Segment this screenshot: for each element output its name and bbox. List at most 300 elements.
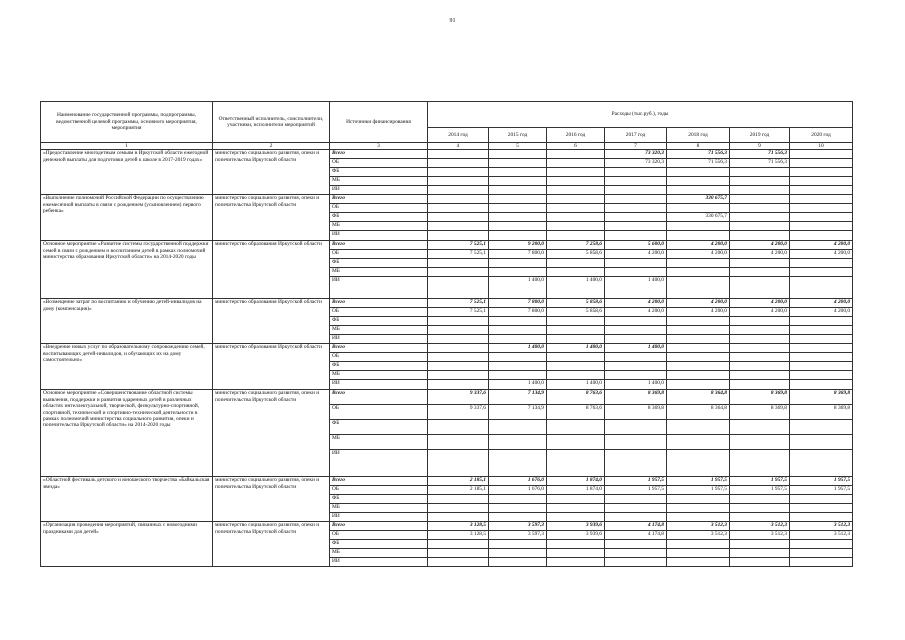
amount-cell bbox=[547, 549, 605, 558]
amount-cell: 71 556,3 bbox=[730, 150, 790, 159]
amount-cell bbox=[605, 317, 667, 326]
amount-cell: 330 675,7 bbox=[667, 195, 730, 204]
amount-cell bbox=[547, 540, 605, 549]
funding-source: ИИ bbox=[330, 380, 428, 390]
amount-cell bbox=[730, 435, 790, 450]
amount-cell bbox=[790, 435, 853, 450]
amount-cell bbox=[428, 317, 489, 326]
amount-cell bbox=[605, 371, 667, 380]
amount-cell bbox=[730, 168, 790, 177]
amount-cell: 71 556,3 bbox=[667, 159, 730, 168]
amount-cell: 7 525,1 bbox=[428, 308, 489, 317]
amount-cell bbox=[667, 420, 730, 435]
amount-cell bbox=[790, 362, 853, 371]
table-row bbox=[41, 241, 853, 250]
amount-cell: 1 400,0 bbox=[605, 344, 667, 353]
amount-cell bbox=[790, 195, 853, 204]
amount-cell bbox=[667, 268, 730, 277]
amount-cell bbox=[730, 335, 790, 344]
executor: министерство социального развития, опеки и попечительства Иркутской области bbox=[213, 390, 330, 477]
amount-cell: 7 800,0 bbox=[489, 308, 547, 317]
funding-source: Всего bbox=[330, 299, 428, 308]
header-year: 2019 год bbox=[730, 128, 790, 143]
amount-cell: 9 200,0 bbox=[489, 241, 547, 250]
amount-cell bbox=[605, 195, 667, 204]
amount-cell bbox=[428, 495, 489, 504]
amount-cell bbox=[547, 204, 605, 213]
measure-name: Основное мероприятие «Развитие системы государственной поддержки семей в связи с рождением и воспитанием детей в рамках полномочий министерства образования Иркутской области» на 2014-2020 годы bbox=[41, 241, 213, 299]
amount-cell bbox=[605, 435, 667, 450]
amount-cell: 8 364,8 bbox=[667, 405, 730, 420]
amount-cell bbox=[790, 277, 853, 299]
amount-cell bbox=[547, 222, 605, 231]
amount-cell bbox=[489, 558, 547, 567]
amount-cell bbox=[489, 213, 547, 222]
amount-cell bbox=[428, 213, 489, 222]
executor: министерство социального развития, опеки и попечительства Иркутской области bbox=[213, 195, 330, 241]
funding-source: ИИ bbox=[330, 513, 428, 522]
funding-source: МБ bbox=[330, 222, 428, 231]
amount-cell bbox=[667, 344, 730, 353]
funding-source: МБ bbox=[330, 371, 428, 380]
column-index: 2 bbox=[213, 143, 330, 150]
amount-cell: 4 200,0 bbox=[790, 250, 853, 259]
amount-cell bbox=[547, 450, 605, 477]
amount-cell bbox=[667, 513, 730, 522]
amount-cell: 3 512,3 bbox=[790, 522, 853, 531]
amount-cell bbox=[489, 317, 547, 326]
amount-cell: 4 200,0 bbox=[605, 250, 667, 259]
header-name: Наименование государственной программы, подпрограммы, ведомственной целевой программы, основного мероприятия, мероприятия bbox=[41, 102, 213, 143]
amount-cell: 1 957,5 bbox=[605, 477, 667, 486]
amount-cell bbox=[790, 344, 853, 353]
amount-cell bbox=[790, 504, 853, 513]
amount-cell bbox=[547, 317, 605, 326]
amount-cell: 1 957,5 bbox=[667, 477, 730, 486]
amount-cell bbox=[428, 335, 489, 344]
amount-cell: 5 600,0 bbox=[605, 241, 667, 250]
amount-cell bbox=[730, 326, 790, 335]
amount-cell bbox=[730, 513, 790, 522]
amount-cell: 8 763,6 bbox=[547, 405, 605, 420]
amount-cell bbox=[547, 195, 605, 204]
amount-cell bbox=[428, 150, 489, 159]
amount-cell: 1 400,0 bbox=[547, 277, 605, 299]
amount-cell: 8 369,8 bbox=[790, 390, 853, 405]
amount-cell: 3 939,6 bbox=[547, 522, 605, 531]
amount-cell bbox=[667, 231, 730, 241]
amount-cell bbox=[790, 231, 853, 241]
amount-cell bbox=[790, 540, 853, 549]
measure-name: «Возмещение затрат по воспитанию и обучению детей-инвалидов на дому (компенсация)» bbox=[41, 299, 213, 344]
amount-cell bbox=[547, 513, 605, 522]
amount-cell bbox=[547, 371, 605, 380]
amount-cell bbox=[489, 450, 547, 477]
financing-table bbox=[40, 101, 853, 567]
amount-cell bbox=[489, 326, 547, 335]
amount-cell bbox=[428, 344, 489, 353]
amount-cell bbox=[489, 549, 547, 558]
table-row bbox=[41, 522, 853, 531]
amount-cell: 4 200,0 bbox=[730, 299, 790, 308]
executor: министерство социального развития, опеки и попечительства Иркутской области bbox=[213, 477, 330, 522]
funding-source: Всего bbox=[330, 477, 428, 486]
amount-cell bbox=[547, 168, 605, 177]
amount-cell: 5 858,6 bbox=[547, 250, 605, 259]
funding-source: ФБ bbox=[330, 495, 428, 504]
amount-cell bbox=[605, 177, 667, 186]
amount-cell bbox=[790, 168, 853, 177]
amount-cell bbox=[547, 435, 605, 450]
amount-cell: 4 200,0 bbox=[790, 308, 853, 317]
amount-cell bbox=[489, 186, 547, 195]
amount-cell bbox=[730, 259, 790, 268]
amount-cell bbox=[428, 380, 489, 390]
amount-cell bbox=[489, 231, 547, 241]
amount-cell bbox=[547, 177, 605, 186]
amount-cell bbox=[428, 504, 489, 513]
amount-cell bbox=[605, 540, 667, 549]
amount-cell: 1 874,0 bbox=[547, 486, 605, 495]
amount-cell: 1 400,0 bbox=[489, 380, 547, 390]
amount-cell: 4 200,0 bbox=[605, 308, 667, 317]
amount-cell bbox=[790, 213, 853, 222]
measure-name: «Предоставление многодетным семьям в Иркутской области ежегодной денежной выплаты для подготовки детей к школе в 2017-2019 годах» bbox=[41, 150, 213, 195]
amount-cell bbox=[547, 213, 605, 222]
amount-cell bbox=[547, 353, 605, 362]
amount-cell: 71 556,3 bbox=[667, 150, 730, 159]
amount-cell bbox=[605, 186, 667, 195]
amount-cell bbox=[730, 268, 790, 277]
amount-cell: 7 525,1 bbox=[428, 299, 489, 308]
amount-cell: 7 525,1 bbox=[428, 250, 489, 259]
amount-cell bbox=[730, 450, 790, 477]
amount-cell bbox=[547, 495, 605, 504]
amount-cell bbox=[790, 159, 853, 168]
amount-cell bbox=[605, 213, 667, 222]
amount-cell bbox=[489, 420, 547, 435]
funding-source: МБ bbox=[330, 268, 428, 277]
amount-cell: 3 512,3 bbox=[730, 531, 790, 540]
amount-cell: 8 369,8 bbox=[730, 390, 790, 405]
amount-cell bbox=[428, 540, 489, 549]
funding-source: ИИ bbox=[330, 450, 428, 477]
amount-cell bbox=[428, 168, 489, 177]
header-executor: Ответственный исполнитель, соисполнители, участники, исполнители мероприятий bbox=[213, 102, 330, 143]
amount-cell: 8 369,8 bbox=[730, 405, 790, 420]
amount-cell: 3 512,3 bbox=[667, 522, 730, 531]
funding-source: ИИ bbox=[330, 231, 428, 241]
amount-cell bbox=[489, 195, 547, 204]
amount-cell bbox=[667, 371, 730, 380]
amount-cell: 4 200,0 bbox=[605, 299, 667, 308]
amount-cell bbox=[790, 326, 853, 335]
amount-cell bbox=[790, 420, 853, 435]
funding-source: Всего bbox=[330, 522, 428, 531]
amount-cell bbox=[790, 513, 853, 522]
amount-cell: 8 763,6 bbox=[547, 390, 605, 405]
funding-source: ФБ bbox=[330, 362, 428, 371]
header-year: 2016 год bbox=[547, 128, 605, 143]
document-table-area bbox=[40, 101, 852, 567]
funding-source: ФБ bbox=[330, 420, 428, 435]
amount-cell bbox=[730, 495, 790, 504]
amount-cell: 4 200,0 bbox=[667, 250, 730, 259]
column-index: 7 bbox=[605, 143, 667, 150]
amount-cell bbox=[605, 231, 667, 241]
amount-cell: 8 369,8 bbox=[605, 405, 667, 420]
column-index: 4 bbox=[428, 143, 489, 150]
amount-cell bbox=[730, 362, 790, 371]
amount-cell bbox=[428, 231, 489, 241]
amount-cell bbox=[428, 435, 489, 450]
amount-cell: 71 556,3 bbox=[730, 159, 790, 168]
amount-cell: 1 957,5 bbox=[730, 486, 790, 495]
amount-cell bbox=[605, 259, 667, 268]
funding-source: МБ bbox=[330, 435, 428, 450]
amount-cell bbox=[489, 504, 547, 513]
amount-cell bbox=[605, 504, 667, 513]
amount-cell: 8 364,8 bbox=[667, 390, 730, 405]
amount-cell bbox=[489, 495, 547, 504]
amount-cell bbox=[730, 344, 790, 353]
amount-cell bbox=[667, 380, 730, 390]
executor: министерство образования Иркутской области bbox=[213, 299, 330, 344]
amount-cell bbox=[547, 420, 605, 435]
funding-source: ФБ bbox=[330, 259, 428, 268]
amount-cell bbox=[667, 277, 730, 299]
funding-source: ИИ bbox=[330, 277, 428, 299]
amount-cell bbox=[489, 150, 547, 159]
amount-cell: 4 174,8 bbox=[605, 531, 667, 540]
amount-cell bbox=[428, 268, 489, 277]
amount-cell bbox=[730, 371, 790, 380]
amount-cell bbox=[730, 317, 790, 326]
amount-cell bbox=[790, 150, 853, 159]
amount-cell: 1 676,0 bbox=[489, 486, 547, 495]
amount-cell: 3 512,3 bbox=[667, 531, 730, 540]
amount-cell bbox=[428, 371, 489, 380]
amount-cell: 4 200,0 bbox=[667, 308, 730, 317]
header-year: 2014 год bbox=[428, 128, 489, 143]
table-row bbox=[41, 344, 853, 353]
amount-cell bbox=[605, 362, 667, 371]
amount-cell bbox=[790, 259, 853, 268]
amount-cell bbox=[605, 326, 667, 335]
amount-cell bbox=[730, 540, 790, 549]
amount-cell bbox=[605, 353, 667, 362]
funding-source: ОБ bbox=[330, 308, 428, 317]
header-year: 2020 год bbox=[790, 128, 853, 143]
funding-source: МБ bbox=[330, 549, 428, 558]
amount-cell bbox=[428, 450, 489, 477]
funding-source: ОБ bbox=[330, 531, 428, 540]
amount-cell: 7 134,9 bbox=[489, 390, 547, 405]
amount-cell bbox=[428, 420, 489, 435]
funding-source: МБ bbox=[330, 177, 428, 186]
amount-cell: 4 200,0 bbox=[790, 241, 853, 250]
amount-cell bbox=[547, 159, 605, 168]
amount-cell: 1 676,0 bbox=[489, 477, 547, 486]
amount-cell bbox=[667, 450, 730, 477]
amount-cell: 7 525,1 bbox=[428, 241, 489, 250]
table-row bbox=[41, 299, 853, 308]
column-index: 3 bbox=[330, 143, 428, 150]
amount-cell bbox=[605, 222, 667, 231]
amount-cell bbox=[730, 195, 790, 204]
column-index: 9 bbox=[730, 143, 790, 150]
amount-cell bbox=[605, 268, 667, 277]
amount-cell: 4 200,0 bbox=[730, 250, 790, 259]
amount-cell: 9 337,6 bbox=[428, 405, 489, 420]
amount-cell bbox=[667, 326, 730, 335]
amount-cell bbox=[428, 513, 489, 522]
amount-cell bbox=[428, 195, 489, 204]
amount-cell bbox=[790, 353, 853, 362]
funding-source: ОБ bbox=[330, 159, 428, 168]
amount-cell bbox=[667, 317, 730, 326]
amount-cell bbox=[667, 335, 730, 344]
executor: министерство образования Иркутской области bbox=[213, 241, 330, 299]
amount-cell: 1 400,0 bbox=[489, 277, 547, 299]
measure-name: «Внедрение новых услуг по образовательному сопровождению семей, воспитывающих детей-инвалидов, и обучающих их на дому самостоятельно» bbox=[41, 344, 213, 390]
amount-cell bbox=[605, 549, 667, 558]
amount-cell: 1 400,0 bbox=[547, 344, 605, 353]
amount-cell bbox=[489, 204, 547, 213]
amount-cell bbox=[667, 177, 730, 186]
funding-source: ФБ bbox=[330, 317, 428, 326]
amount-cell bbox=[790, 186, 853, 195]
amount-cell bbox=[605, 420, 667, 435]
amount-cell bbox=[790, 371, 853, 380]
amount-cell: 1 957,5 bbox=[790, 477, 853, 486]
amount-cell bbox=[730, 222, 790, 231]
amount-cell bbox=[547, 335, 605, 344]
funding-source: ОБ bbox=[330, 353, 428, 362]
column-index: 10 bbox=[790, 143, 853, 150]
amount-cell bbox=[428, 259, 489, 268]
amount-cell bbox=[790, 450, 853, 477]
amount-cell bbox=[790, 549, 853, 558]
amount-cell bbox=[489, 159, 547, 168]
measure-name: «Областной фестиваль детского и юношеского творчества «Байкальская звезда» bbox=[41, 477, 213, 522]
amount-cell bbox=[667, 204, 730, 213]
amount-cell: 1 400,0 bbox=[489, 344, 547, 353]
amount-cell: 4 200,0 bbox=[667, 299, 730, 308]
amount-cell bbox=[428, 186, 489, 195]
funding-source: ОБ bbox=[330, 405, 428, 420]
amount-cell: 73 320,3 bbox=[605, 150, 667, 159]
amount-cell bbox=[605, 168, 667, 177]
header-year: 2017 год bbox=[605, 128, 667, 143]
executor: министерство социального развития, опеки и попечительства Иркутской области bbox=[213, 150, 330, 195]
amount-cell bbox=[730, 549, 790, 558]
amount-cell bbox=[605, 204, 667, 213]
amount-cell: 7 800,0 bbox=[489, 250, 547, 259]
funding-source: ФБ bbox=[330, 168, 428, 177]
amount-cell bbox=[730, 213, 790, 222]
column-index: 1 bbox=[41, 143, 213, 150]
amount-cell bbox=[489, 353, 547, 362]
amount-cell bbox=[730, 277, 790, 299]
amount-cell bbox=[547, 504, 605, 513]
amount-cell bbox=[489, 259, 547, 268]
funding-source: МБ bbox=[330, 326, 428, 335]
amount-cell bbox=[547, 558, 605, 567]
table-row bbox=[41, 150, 853, 159]
amount-cell bbox=[547, 268, 605, 277]
measure-name: Основное мероприятие «Совершенствование областной системы выявления, поддержки и развития одаренных детей в различных областях интеллектуальной, творческой, физкультурно-спортивной, спортивной, технической и спортивно-технической деятельности в рамках полномочий министерства социального развития, опеки и попечительства Иркутской области» на 2014-2020 годы bbox=[41, 390, 213, 477]
amount-cell bbox=[667, 362, 730, 371]
amount-cell bbox=[428, 353, 489, 362]
amount-cell bbox=[489, 435, 547, 450]
amount-cell bbox=[547, 231, 605, 241]
amount-cell bbox=[489, 268, 547, 277]
amount-cell bbox=[667, 168, 730, 177]
amount-cell: 2 185,1 bbox=[428, 486, 489, 495]
amount-cell bbox=[730, 558, 790, 567]
amount-cell bbox=[667, 222, 730, 231]
amount-cell bbox=[428, 204, 489, 213]
header-expenses: Расходы (тыс.руб.), годы bbox=[428, 102, 853, 128]
amount-cell bbox=[730, 420, 790, 435]
funding-source: ИИ bbox=[330, 558, 428, 567]
amount-cell: 4 174,8 bbox=[605, 522, 667, 531]
amount-cell: 3 128,5 bbox=[428, 522, 489, 531]
amount-cell: 1 400,0 bbox=[547, 380, 605, 390]
amount-cell: 9 337,6 bbox=[428, 390, 489, 405]
amount-cell: 5 858,6 bbox=[547, 299, 605, 308]
amount-cell bbox=[547, 259, 605, 268]
amount-cell: 4 200,0 bbox=[730, 308, 790, 317]
amount-cell: 3 597,3 bbox=[489, 531, 547, 540]
amount-cell bbox=[667, 495, 730, 504]
amount-cell bbox=[667, 504, 730, 513]
amount-cell: 8 369,8 bbox=[790, 405, 853, 420]
amount-cell bbox=[428, 277, 489, 299]
amount-cell: 330 675,7 bbox=[667, 213, 730, 222]
amount-cell bbox=[790, 495, 853, 504]
table-row bbox=[41, 390, 853, 405]
amount-cell: 7 134,9 bbox=[489, 405, 547, 420]
amount-cell bbox=[790, 222, 853, 231]
amount-cell bbox=[428, 326, 489, 335]
amount-cell: 3 128,5 bbox=[428, 531, 489, 540]
amount-cell bbox=[667, 540, 730, 549]
funding-source: Всего bbox=[330, 150, 428, 159]
funding-source: ФБ bbox=[330, 213, 428, 222]
amount-cell bbox=[605, 335, 667, 344]
amount-cell bbox=[428, 222, 489, 231]
funding-source: Всего bbox=[330, 344, 428, 353]
amount-cell bbox=[489, 513, 547, 522]
column-index: 6 bbox=[547, 143, 605, 150]
header-source: Источники финансирования bbox=[330, 102, 428, 143]
funding-source: ИИ bbox=[330, 335, 428, 344]
amount-cell bbox=[730, 231, 790, 241]
amount-cell: 5 858,6 bbox=[547, 308, 605, 317]
amount-cell bbox=[667, 435, 730, 450]
amount-cell bbox=[790, 335, 853, 344]
executor: министерство образования Иркутской области bbox=[213, 344, 330, 390]
table-row bbox=[41, 195, 853, 204]
funding-source: Всего bbox=[330, 195, 428, 204]
funding-source: ОБ bbox=[330, 250, 428, 259]
column-index: 5 bbox=[489, 143, 547, 150]
amount-cell: 3 512,3 bbox=[730, 522, 790, 531]
amount-cell: 1 957,5 bbox=[790, 486, 853, 495]
amount-cell bbox=[428, 177, 489, 186]
